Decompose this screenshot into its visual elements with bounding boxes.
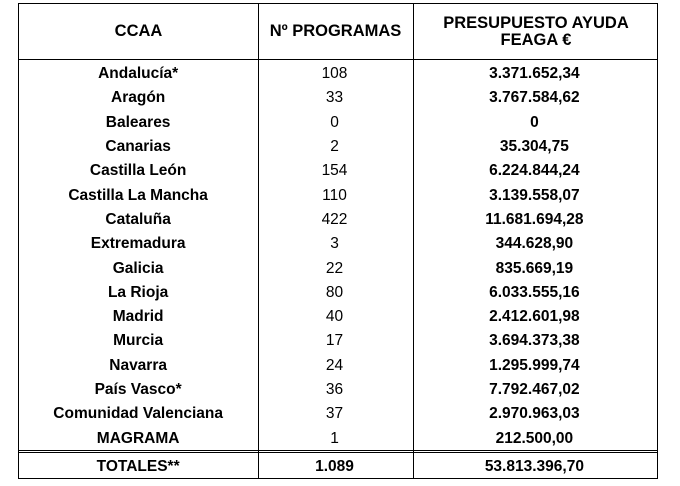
- table-row: [19, 232, 657, 256]
- cell-ccaa: Cataluña: [105, 210, 171, 228]
- totals-row: [19, 453, 657, 480]
- header-programas: Nº PROGRAMAS: [269, 22, 402, 40]
- cell-ccaa: Madrid: [112, 308, 164, 326]
- cell-programas: 1: [330, 429, 339, 447]
- cell-presupuesto: 212.500,00: [495, 429, 574, 447]
- cell-presupuesto: 2.412.601,98: [489, 308, 580, 326]
- table-row: [19, 354, 657, 378]
- table-row: [19, 111, 657, 135]
- cell-ccaa: Comunidad Valenciana: [53, 405, 223, 423]
- cell-presupuesto: 344.628,90: [495, 235, 574, 253]
- cell-presupuesto: 11.681.694,28: [485, 210, 584, 228]
- cell-programas: 80: [325, 283, 344, 301]
- cell-programas: 110: [322, 186, 347, 204]
- cell-ccaa: País Vasco*: [94, 381, 182, 399]
- cell-programas: 24: [325, 356, 344, 374]
- cell-ccaa: Castilla León: [89, 162, 187, 180]
- cell-presupuesto: 2.970.963,03: [489, 405, 580, 423]
- table-row: [19, 402, 657, 426]
- table-row: [19, 159, 657, 183]
- table-row: [19, 256, 657, 280]
- header-presupuesto-line1: PRESUPUESTO AYUDA: [443, 13, 629, 32]
- cell-programas: 154: [321, 162, 348, 180]
- cell-ccaa: Murcia: [113, 332, 164, 350]
- cell-ccaa: MAGRAMA: [96, 429, 180, 447]
- cell-ccaa: Navarra: [109, 356, 167, 374]
- cell-programas: 22: [325, 259, 344, 277]
- cell-programas: 2: [330, 138, 339, 156]
- cell-presupuesto: 0: [530, 113, 539, 131]
- table-row: [19, 184, 657, 208]
- table-row: [19, 86, 657, 110]
- totals-presupuesto: 53.813.396,70: [484, 457, 584, 475]
- totals-label: TOTALES**: [96, 457, 180, 475]
- cell-ccaa: Galicia: [112, 259, 164, 277]
- cell-programas: 36: [325, 381, 344, 399]
- cell-programas: 37: [325, 405, 344, 423]
- header-presupuesto: [413, 4, 659, 59]
- cell-presupuesto: 3.767.584,62: [489, 89, 580, 107]
- cell-ccaa: Castilla La Mancha: [68, 186, 208, 204]
- cell-presupuesto: 7.792.467,02: [489, 381, 580, 399]
- cell-programas: 40: [325, 308, 344, 326]
- cell-presupuesto: 6.224.844,24: [489, 162, 580, 180]
- cell-programas: 3: [330, 235, 339, 253]
- table-row: [19, 62, 657, 86]
- table-row: [19, 378, 657, 402]
- table-row: [19, 135, 657, 159]
- cell-ccaa: Andalucía*: [98, 65, 179, 83]
- totals-programas: 1.089: [315, 457, 354, 475]
- cell-programas: 0: [330, 113, 339, 131]
- cell-presupuesto: 3.371.652,34: [489, 65, 580, 83]
- table-row: [19, 208, 657, 232]
- cell-ccaa: Extremadura: [90, 235, 186, 253]
- cell-programas: 17: [325, 332, 344, 350]
- cell-programas: 108: [321, 65, 348, 83]
- table-row: [19, 305, 657, 329]
- cell-presupuesto: 3.694.373,38: [489, 332, 580, 350]
- cell-ccaa: La Rioja: [107, 283, 169, 301]
- budget-table: [18, 3, 658, 479]
- cell-presupuesto: 835.669,19: [495, 259, 574, 277]
- table-row: [19, 281, 657, 305]
- cell-presupuesto: 6.033.555,16: [489, 283, 580, 301]
- header-divider: [19, 59, 657, 60]
- cell-programas: 33: [325, 89, 344, 107]
- cell-presupuesto: 3.139.558,07: [489, 186, 580, 204]
- cell-ccaa: Baleares: [105, 113, 171, 131]
- cell-presupuesto: 1.295.999,74: [489, 356, 580, 374]
- table-row: [19, 427, 657, 451]
- header-presupuesto-line2: FEAGA €: [500, 30, 572, 49]
- header-ccaa: CCAA: [114, 22, 163, 40]
- cell-ccaa: Aragón: [111, 89, 166, 107]
- table-row: [19, 329, 657, 353]
- cell-ccaa: Canarias: [105, 138, 171, 156]
- cell-presupuesto: 35.304,75: [499, 138, 569, 156]
- cell-programas: 422: [321, 210, 348, 228]
